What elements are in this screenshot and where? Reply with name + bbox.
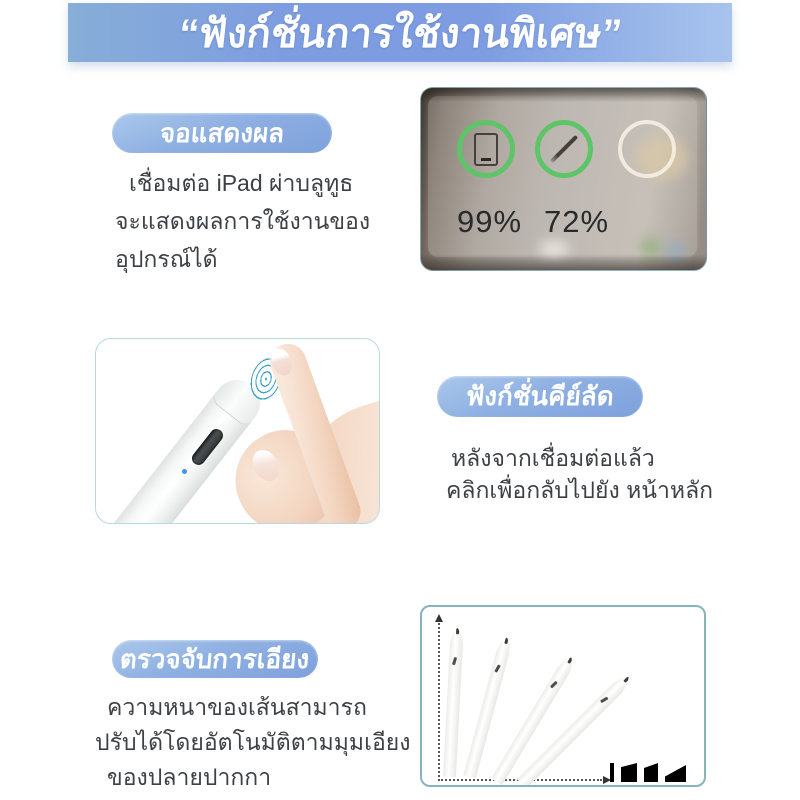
stroke-width-glyph-wide: [644, 763, 658, 782]
tilt-angles-photo: [420, 605, 706, 787]
description-line: อุปกรณ์ได้: [115, 246, 218, 272]
description-line: จะแสดงผลการใช้งานของ: [115, 208, 371, 234]
pen-mark: [550, 681, 558, 689]
display-description: [115, 164, 370, 278]
pencil-battery-percent: 72%: [544, 204, 610, 239]
ring-inner: [462, 125, 510, 173]
pen-mark: [494, 664, 501, 672]
description-line: หลังจากเชื่อมต่อแล้ว: [451, 445, 655, 471]
header-banner: [68, 3, 732, 62]
badge-shortcut-label: ฟังก์ชั่นคีย์ลัด: [464, 381, 616, 411]
badge-display-label: จอแสดงผล: [158, 117, 286, 148]
tilt-arrow: [509, 654, 631, 776]
badge-shortcut: [437, 376, 643, 417]
stylus-led: [182, 469, 187, 474]
description-line: ความหนาของเส้นสามารถ: [107, 694, 367, 720]
tilt-description: [95, 690, 410, 795]
pen-nib: [567, 657, 573, 664]
page-title: “ฟังก์ชั่นการใช้งานพิเศษ”: [176, 11, 624, 56]
vertical-axis-arrow: [438, 623, 440, 781]
pencil-icon: [550, 135, 578, 163]
stroke-width-glyph-thin: [610, 763, 614, 782]
pen-nib: [623, 676, 629, 682]
pen-nib: [455, 628, 458, 634]
display-widget-photo: [420, 87, 707, 271]
stroke-width-glyph-wedge: [665, 765, 686, 782]
badge-tilt-label: ตรวจจับการเอียง: [119, 643, 311, 674]
ring-inner: [540, 125, 588, 173]
battery-ring-device: [457, 120, 515, 178]
tilt-arrowhead: [627, 645, 638, 656]
description-line: เชื่อมต่อ iPad ผ่าบลูทูธ: [129, 170, 354, 196]
pen-nib: [504, 638, 508, 645]
tilt-pen-vertical: [443, 627, 464, 777]
device-battery-percent: 99%: [457, 204, 523, 239]
tablet-icon: [474, 133, 498, 166]
tilt-arrowhead: [564, 625, 575, 636]
description-line: ของปลายปากกา: [107, 764, 272, 790]
battery-ring-empty: [618, 120, 676, 178]
pen-mark: [452, 657, 457, 666]
photo-vignette-bottom: [421, 254, 706, 270]
stylus-touch-photo: [95, 338, 380, 524]
arrow-up-icon: [435, 614, 443, 622]
badge-display: [112, 113, 332, 153]
tilt-arrowhead: [493, 608, 503, 618]
photo-vignette-top: [421, 88, 706, 102]
description-line: คลิกเพื่อกลับไปยัง หน้าหลัก: [446, 477, 714, 503]
shortcut-description: [446, 442, 713, 506]
description-line: ปรับได้โดยอัตโนมัติตามมุมเอียง: [95, 729, 411, 755]
battery-ring-pencil: [535, 120, 593, 178]
stroke-width-glyph-medium: [621, 763, 637, 782]
badge-tilt: [112, 640, 318, 678]
pen-mark: [600, 697, 608, 704]
